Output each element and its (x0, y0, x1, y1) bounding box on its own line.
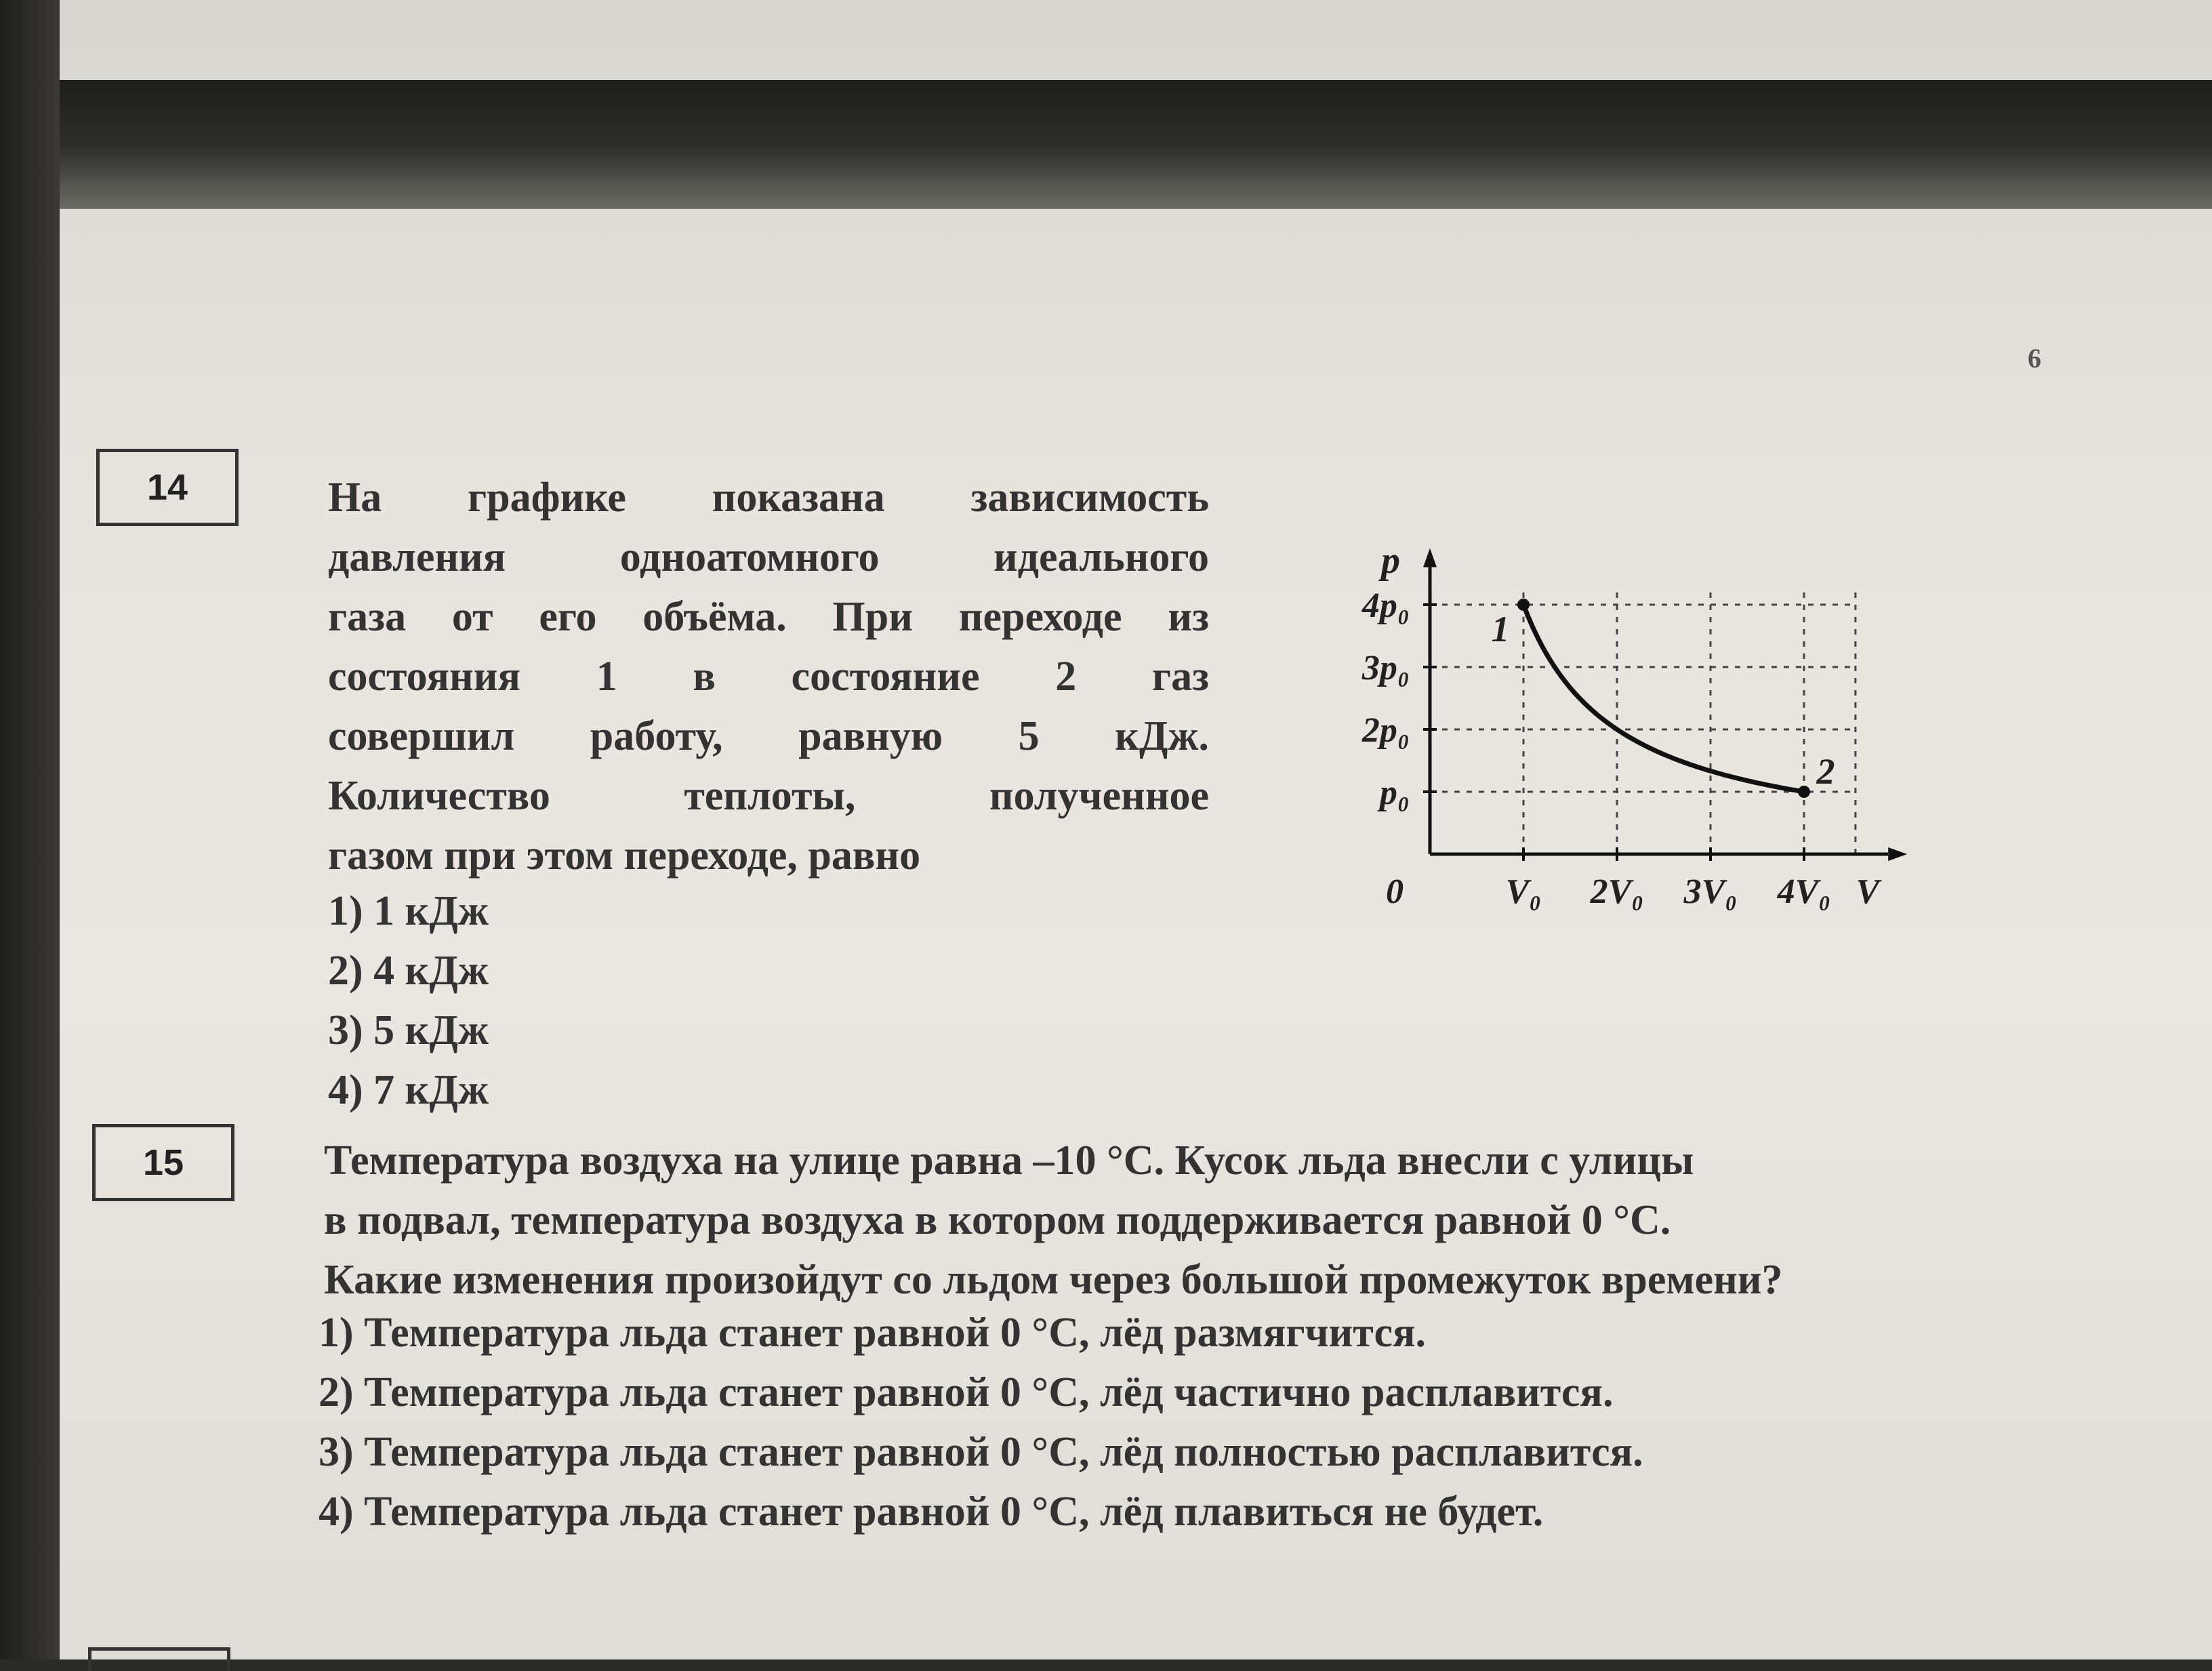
x-tick-label: V₀ (1505, 872, 1542, 911)
task-14-number-box: 14 (96, 449, 239, 526)
task-14-line: Количество теплоты, полученное (328, 773, 1209, 819)
task-14-option-2[interactable]: 2) 4 кДж (328, 948, 489, 994)
task-14-option-1[interactable]: 1) 1 кДж (328, 888, 489, 934)
task-15-option-3[interactable]: 3) Температура льда станет равной 0 °С, лёд полностью расплавится. (319, 1429, 1643, 1475)
task-14-option-3[interactable]: 3) 5 кДж (328, 1007, 489, 1053)
page-number: 6 (2028, 343, 2041, 374)
task-15-number-box: 15 (92, 1124, 234, 1201)
y-tick-label: p₀ (1379, 773, 1410, 812)
task-15-option-4[interactable]: 4) Температура льда станет равной 0 °С, лёд плавиться не будет. (319, 1489, 1544, 1535)
task-15-line: в подвал, температура воздуха в котором поддерживается равной 0 °С. (324, 1197, 1671, 1243)
y-axis-arrow (1423, 548, 1437, 567)
process-curve (1523, 605, 1804, 792)
origin-label: 0 (1386, 872, 1404, 911)
pv-diagram (1301, 529, 1992, 949)
task-15-options (319, 1303, 1643, 1542)
x-axis-arrow (1888, 847, 1907, 861)
state-point (1517, 599, 1530, 611)
state-point-label: 2 (1816, 751, 1835, 792)
task-14-line: давления одноатомного идеального (328, 534, 1209, 580)
y-tick-label: 2p₀ (1361, 711, 1410, 750)
state-point (1798, 786, 1810, 798)
x-tick-label: 4V₀ (1777, 872, 1831, 911)
task-15-line: Какие изменения произойдут со льдом через большой промежуток времени? (324, 1257, 1783, 1303)
page-left-edge (0, 0, 60, 1659)
top-dark-band (60, 80, 2212, 209)
state-point-label: 1 (1491, 609, 1510, 649)
task-14-line: состояния 1 в состояние 2 газ (328, 653, 1209, 700)
task-14-line: совершил работу, равную 5 кДж. (328, 713, 1209, 759)
task-15-question (324, 1131, 2045, 1310)
x-axis-label: V (1856, 872, 1880, 911)
task-14-options (328, 881, 489, 1120)
y-tick-label: 3p₀ (1361, 649, 1410, 687)
task-15-option-1[interactable]: 1) Температура льда станет равной 0 °С, лёд размягчится. (319, 1310, 1427, 1356)
task-15-line: Температура воздуха на улице равна –10 °С. Кусок льда внесли с улицы (324, 1138, 1694, 1184)
task-14-line: газа от его объёма. При переходе из (328, 594, 1209, 640)
task-14-line: На графике показана зависимость (328, 475, 1209, 521)
task-15-option-2[interactable]: 2) Температура льда станет равной 0 °С, лёд частично расплавится. (319, 1369, 1614, 1415)
y-tick-label: 4p₀ (1361, 586, 1410, 625)
x-tick-label: 3V₀ (1683, 872, 1738, 911)
x-tick-label: 2V₀ (1590, 872, 1644, 911)
task-14-question (328, 468, 1209, 885)
task-14-option-4[interactable]: 4) 7 кДж (328, 1067, 489, 1113)
y-axis-label: p (1381, 539, 1400, 582)
task-14-line: газом при этом переходе, равно (328, 832, 921, 879)
